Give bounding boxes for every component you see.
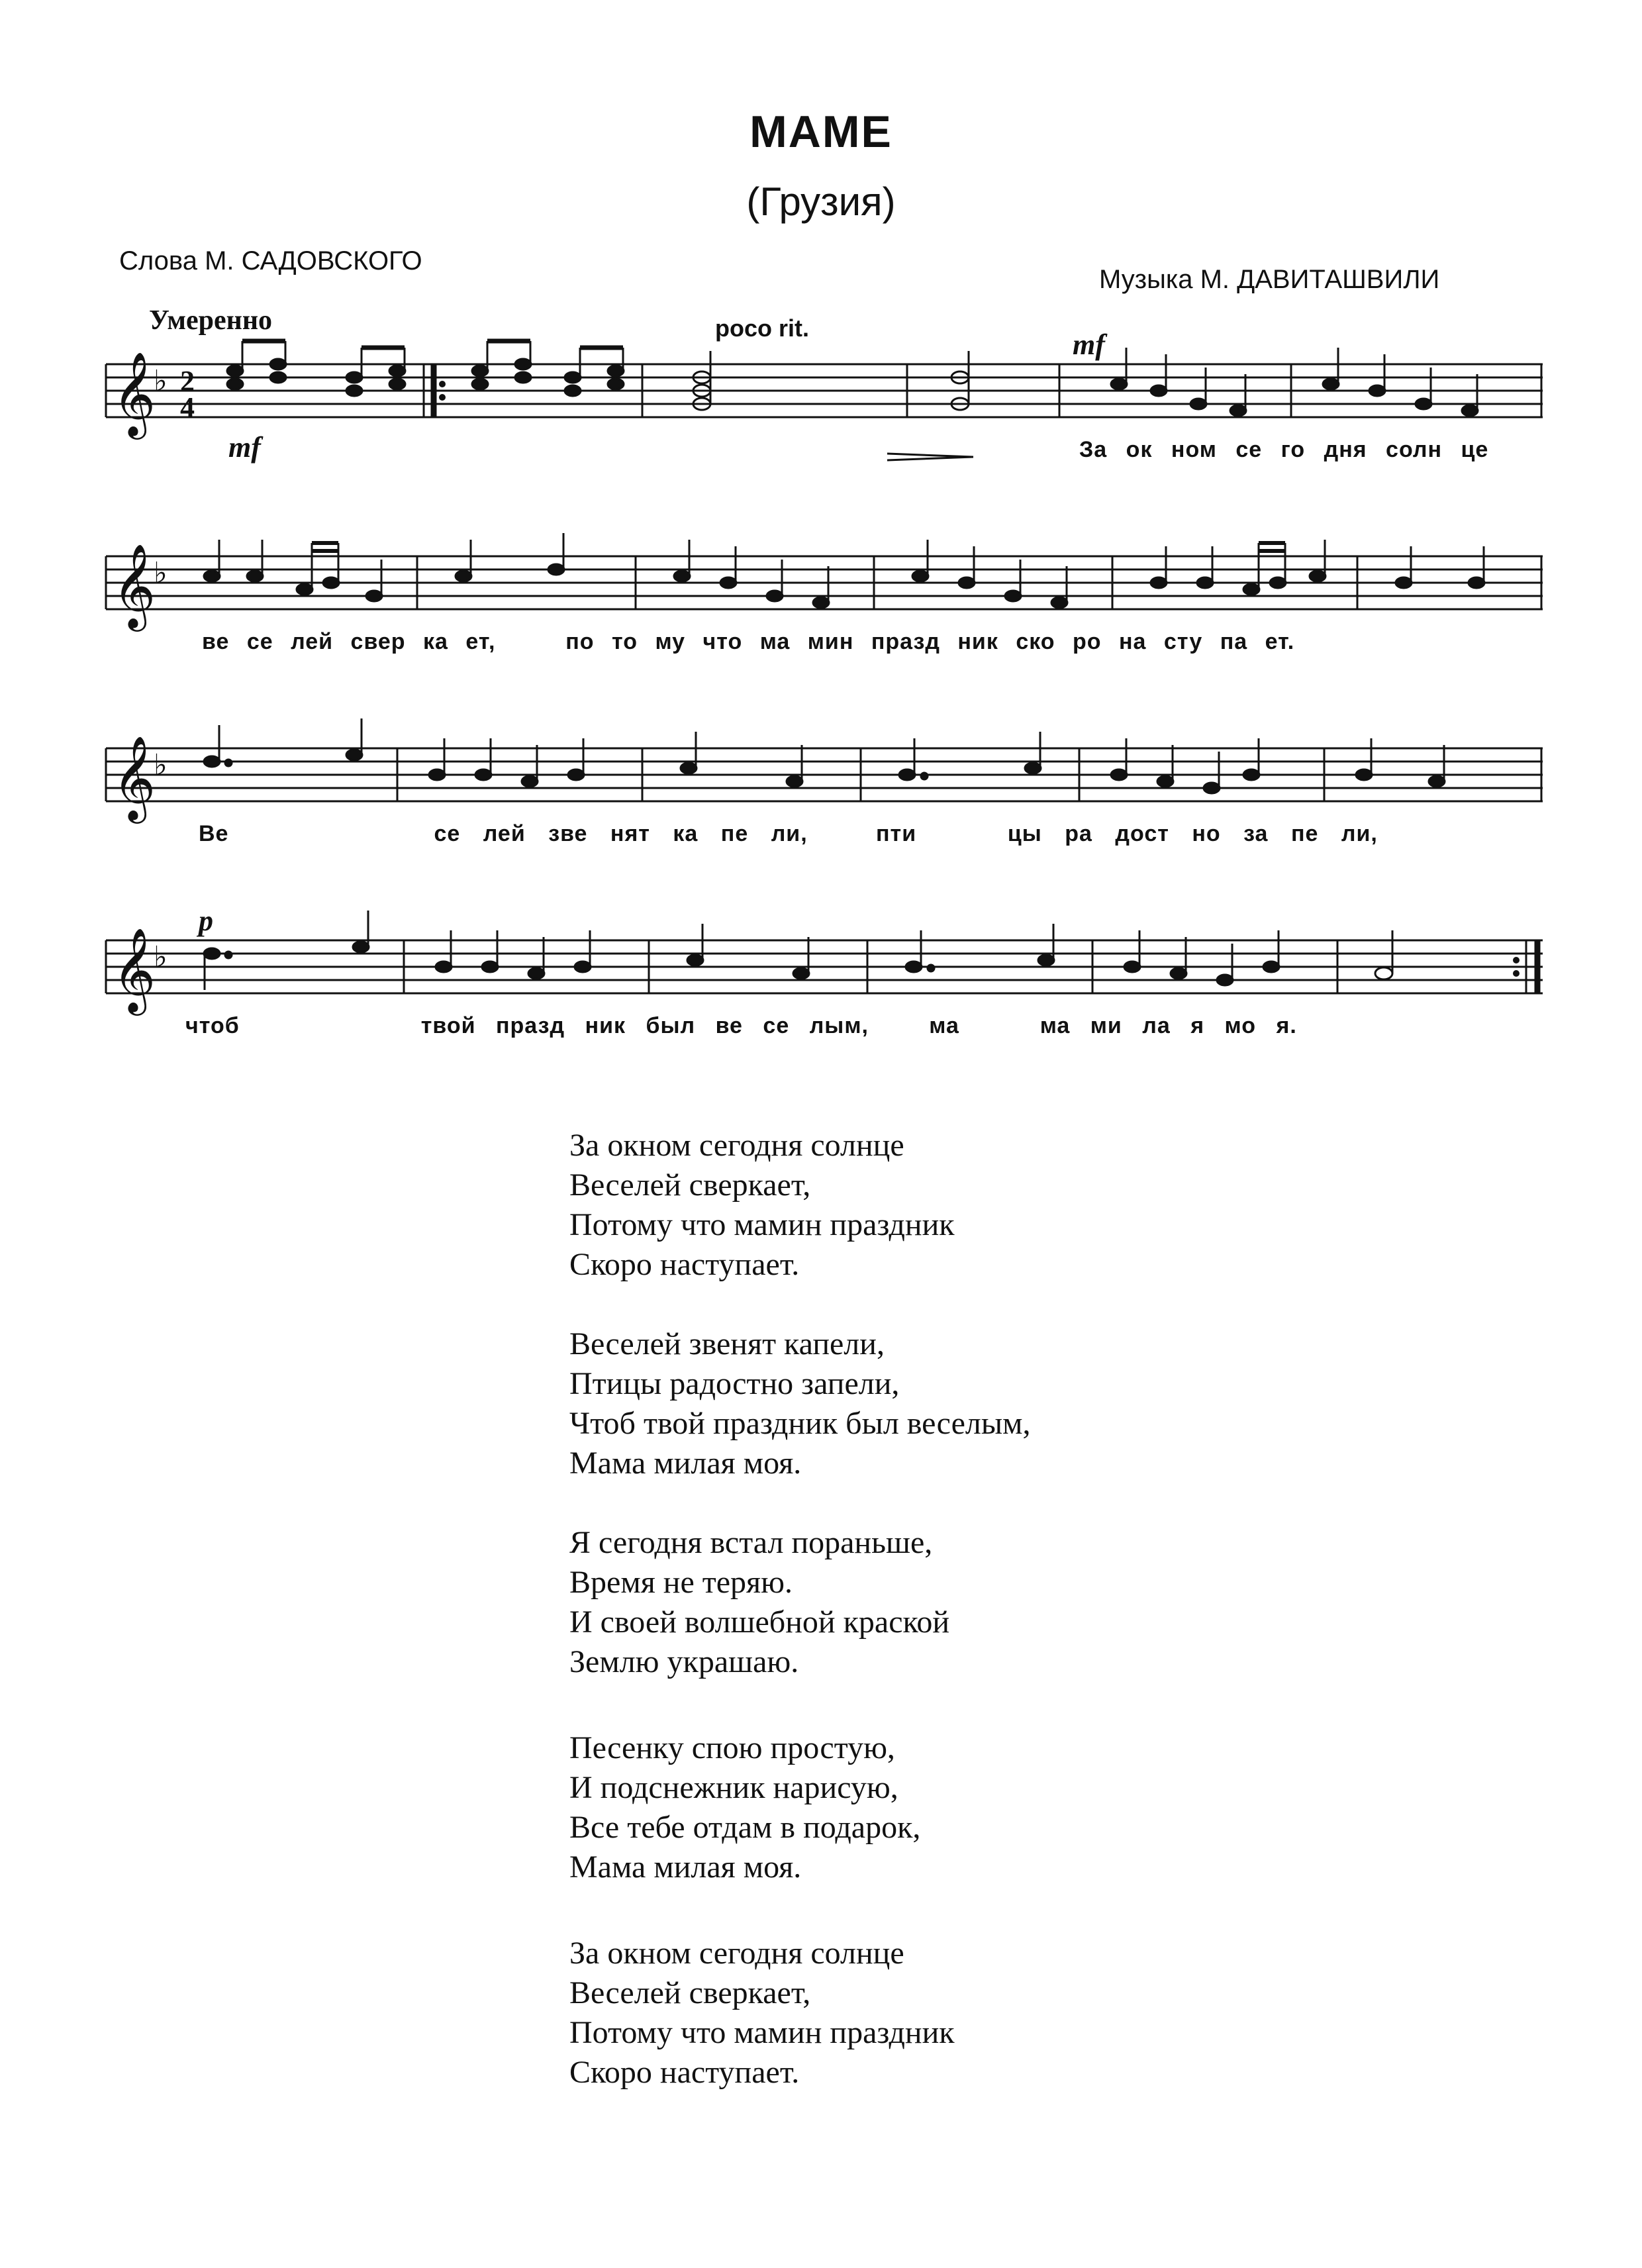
lyric-syllable: за: [1243, 821, 1269, 846]
lyric-syllable: свер: [350, 629, 406, 654]
score-system-2: [106, 536, 1543, 669]
verse-line: Потому что мамин праздник: [569, 1207, 955, 1242]
verse-line: Мама милая моя.: [569, 1446, 802, 1481]
lyric-line: [1079, 437, 1488, 463]
lyric-syllable: ве: [202, 629, 230, 654]
lyric-syllable: го: [1280, 437, 1306, 462]
lyric-syllable: ра: [1065, 821, 1092, 846]
score-system-4: [106, 905, 1543, 1053]
lyric-syllable: ет.: [1265, 629, 1295, 654]
verse-line: Скоро наступает.: [569, 2055, 800, 2090]
verse-line: Я сегодня встал пораньше,: [569, 1525, 933, 1560]
staff-3: [106, 728, 1543, 820]
dynamic-mark: mf: [1073, 328, 1105, 361]
lyric-syllable: ка: [423, 629, 448, 654]
lyric-syllable: по: [565, 629, 595, 654]
lyric-syllable: се: [434, 821, 461, 846]
lyric-syllable: я.: [1276, 1013, 1297, 1038]
score-system-1: [106, 305, 1543, 477]
lyric-syllable: му: [655, 629, 686, 654]
verse-line: За окном сегодня солнце: [569, 1128, 904, 1163]
ritard-marking: poco rit.: [715, 315, 809, 342]
lyric-syllable: но: [1192, 821, 1221, 846]
verse-line: Мама милая моя.: [569, 1849, 802, 1885]
lyric-syllable: твой: [420, 1013, 476, 1038]
lyricist-credit: Слова М. САДОВСКОГО: [119, 246, 422, 275]
lyric-syllable: па: [1220, 629, 1248, 654]
svg-text:𝄞: 𝄞: [113, 543, 156, 628]
lyric-syllable: ско: [1016, 629, 1055, 654]
lyric-syllable: празд: [871, 629, 940, 654]
lyric-syllable: чтоб: [185, 1013, 240, 1038]
lyric-syllable: я: [1190, 1013, 1205, 1038]
svg-text:2: 2: [180, 365, 195, 397]
svg-text:𝄞: 𝄞: [113, 351, 156, 436]
composer-credit: Музыка М. ДАВИТАШВИЛИ: [1099, 265, 1440, 294]
lyric-syllable: ник: [585, 1013, 626, 1038]
lyric-syllable: зве: [548, 821, 588, 846]
lyric-syllable: ми: [1090, 1013, 1122, 1038]
lyric-syllable: что: [702, 629, 743, 654]
dynamic-mark: mf: [228, 431, 261, 464]
lyric-syllable: дня: [1324, 437, 1367, 462]
lyric-syllable: пе: [720, 821, 749, 846]
lyric-syllable: ном: [1171, 437, 1217, 462]
verse-line: Землю украшаю.: [569, 1644, 799, 1679]
lyric-syllable: ли,: [771, 821, 808, 846]
lyric-syllable: се: [246, 629, 273, 654]
verse-line: Веселей сверкает,: [569, 1167, 811, 1203]
verse-2: [569, 1324, 1030, 1483]
tempo-marking: Умеренно: [149, 305, 273, 336]
verse-line: Песенку спою простую,: [569, 1730, 895, 1765]
verse-line: Время не теряю.: [569, 1565, 793, 1600]
lyric-syllable: ро: [1073, 629, 1102, 654]
verse-5: [569, 1934, 955, 2093]
verse-line: Веселей звенят капели,: [569, 1326, 885, 1361]
verse-1: [569, 1126, 955, 1285]
svg-text:♭: ♭: [154, 556, 168, 590]
lyric-syllable: ма: [929, 1013, 959, 1038]
lyric-syllable: пе: [1290, 821, 1319, 846]
lyric-syllable: пти: [876, 821, 917, 846]
lyric-syllable: солн: [1386, 437, 1442, 462]
svg-text:♭: ♭: [154, 364, 168, 398]
verse-line: И подснежник нарисую,: [569, 1770, 898, 1805]
lyric-line: [202, 629, 1294, 655]
lyric-syllable: лей: [483, 821, 526, 846]
lyric-syllable: ник: [957, 629, 998, 654]
lyric-syllable: ли,: [1341, 821, 1378, 846]
lyric-syllable: мин: [807, 629, 854, 654]
svg-text:4: 4: [180, 391, 195, 424]
svg-text:𝄞: 𝄞: [113, 735, 156, 820]
lyric-syllable: был: [646, 1013, 696, 1038]
verse-line: Потому что мамин праздник: [569, 2015, 955, 2050]
score-system-3: [106, 728, 1543, 861]
dynamic-mark: p: [199, 905, 213, 937]
svg-text:♭: ♭: [154, 940, 168, 974]
lyric-syllable: Ве: [199, 821, 229, 846]
lyric-syllable: За: [1079, 437, 1108, 462]
lyric-syllable: ет,: [465, 629, 496, 654]
svg-text:𝄞: 𝄞: [113, 927, 156, 1012]
lyric-syllable: ма: [1039, 1013, 1071, 1038]
lyric-syllable: ве: [715, 1013, 743, 1038]
staff-2: [106, 536, 1543, 628]
lyric-syllable: нят: [610, 821, 650, 846]
verse-line: Веселей сверкает,: [569, 1975, 811, 2010]
song-origin: (Грузия): [746, 179, 896, 224]
verse-4: [569, 1728, 920, 1887]
lyric-syllable: то: [612, 629, 638, 654]
lyric-syllable: ка: [673, 821, 699, 846]
lyric-syllable: ла: [1142, 1013, 1171, 1038]
svg-text:♭: ♭: [154, 748, 168, 782]
verse-line: Все тебе отдам в подарок,: [569, 1810, 921, 1845]
lyric-syllable: празд: [495, 1013, 565, 1038]
lyric-syllable: ок: [1126, 437, 1153, 462]
lyric-syllable: лым,: [809, 1013, 869, 1038]
lyric-line: [185, 1013, 1297, 1039]
lyric-syllable: це: [1461, 437, 1489, 462]
lyric-syllable: сту: [1163, 629, 1203, 654]
lyric-syllable: се: [1235, 437, 1263, 462]
verse-line: И своей волшебной краской: [569, 1604, 950, 1640]
lyric-syllable: мо: [1224, 1013, 1257, 1038]
verse-line: Скоро наступает.: [569, 1247, 800, 1282]
verse-line: За окном сегодня солнце: [569, 1936, 904, 1971]
verse-line: Птицы радостно запели,: [569, 1366, 900, 1401]
lyric-syllable: ма: [759, 629, 791, 654]
lyric-syllable: цы: [1007, 821, 1042, 846]
verse-3: [569, 1523, 949, 1682]
staff-1: [106, 344, 1543, 436]
lyric-line: [199, 821, 1378, 847]
lyric-syllable: дост: [1115, 821, 1169, 846]
verse-line: Чтоб твой праздник был веселым,: [569, 1406, 1031, 1441]
staff-4: [106, 920, 1543, 1012]
song-title: МАМЕ: [749, 107, 893, 157]
lyric-syllable: се: [763, 1013, 790, 1038]
lyric-syllable: на: [1119, 629, 1147, 654]
lyric-syllable: лей: [291, 629, 334, 654]
